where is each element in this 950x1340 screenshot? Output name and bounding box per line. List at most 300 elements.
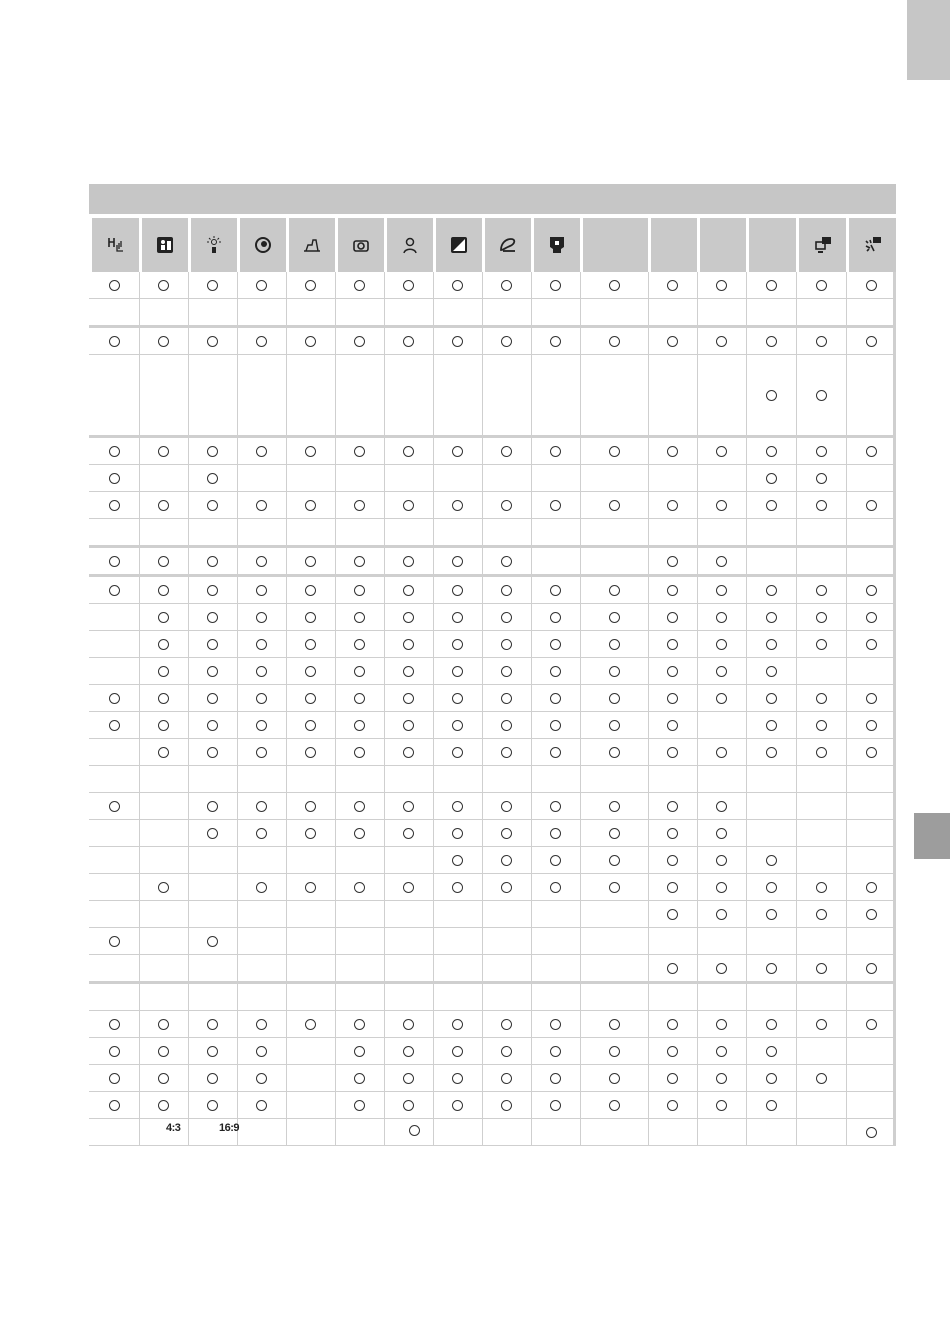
- available-mark-icon: [109, 473, 120, 484]
- available-mark-icon: [256, 882, 267, 893]
- available-mark-icon: [256, 828, 267, 839]
- chapter-tab-side: [914, 813, 950, 859]
- table-cell: [796, 984, 846, 1010]
- column-divider: [580, 272, 581, 1146]
- available-mark-icon: [609, 855, 620, 866]
- available-mark-icon: [354, 1100, 365, 1111]
- table-cell: [433, 631, 482, 657]
- header-cell: [338, 218, 384, 272]
- available-mark-icon: [354, 585, 365, 596]
- available-mark-icon: [609, 1046, 620, 1057]
- available-mark-icon: [158, 612, 169, 623]
- table-cell: [286, 604, 335, 630]
- table-cell: [746, 1011, 796, 1037]
- available-mark-icon: [354, 882, 365, 893]
- table-cell: [433, 1011, 482, 1037]
- available-mark-icon: [667, 693, 678, 704]
- available-mark-icon: [354, 1019, 365, 1030]
- table-cell: [188, 658, 237, 684]
- table-cell: [648, 465, 697, 491]
- table-cell: [531, 1011, 580, 1037]
- available-mark-icon: [716, 446, 727, 457]
- mode-icon-header-row: [89, 218, 896, 272]
- table-cell: [746, 299, 796, 325]
- table-cell: [433, 928, 482, 954]
- available-mark-icon: [256, 801, 267, 812]
- available-mark-icon: [766, 390, 777, 401]
- table-cell: [286, 438, 335, 464]
- table-row: [89, 272, 896, 299]
- available-mark-icon: [667, 720, 678, 731]
- available-mark-icon: [766, 720, 777, 731]
- available-mark-icon: [403, 446, 414, 457]
- available-mark-icon: [816, 639, 827, 650]
- table-cell: [746, 874, 796, 900]
- table-cell: [482, 631, 531, 657]
- table-cell: [384, 577, 433, 603]
- table-cell: [188, 519, 237, 545]
- table-cell: [286, 1092, 335, 1118]
- table-cell: [89, 984, 139, 1010]
- table-cell: [580, 874, 648, 900]
- table-cell: [580, 465, 648, 491]
- available-mark-icon: [766, 473, 777, 484]
- table-cell: [846, 328, 896, 354]
- available-mark-icon: [452, 639, 463, 650]
- table-cell: [482, 604, 531, 630]
- table-cell: [580, 299, 648, 325]
- available-mark-icon: [501, 747, 512, 758]
- table-cell: [531, 1092, 580, 1118]
- available-mark-icon: [667, 747, 678, 758]
- table-cell: [580, 739, 648, 765]
- available-mark-icon: [109, 556, 120, 567]
- available-mark-icon: [501, 693, 512, 704]
- available-mark-icon: [256, 720, 267, 731]
- available-mark-icon: [158, 1100, 169, 1111]
- table-cell: [335, 820, 384, 846]
- available-mark-icon: [207, 1019, 218, 1030]
- table-cell: [648, 955, 697, 981]
- available-mark-icon: [305, 747, 316, 758]
- available-mark-icon: [452, 500, 463, 511]
- table-cell: [531, 685, 580, 711]
- table-cell: [237, 1011, 286, 1037]
- available-mark-icon: [667, 1019, 678, 1030]
- table-cell: [237, 793, 286, 819]
- table-cell: [482, 548, 531, 574]
- available-mark-icon: [305, 882, 316, 893]
- available-mark-icon: [207, 556, 218, 567]
- available-mark-icon: [609, 693, 620, 704]
- table-cell: [335, 577, 384, 603]
- table-row: [89, 548, 896, 577]
- available-mark-icon: [609, 1100, 620, 1111]
- table-cell: [433, 438, 482, 464]
- table-cell: [648, 548, 697, 574]
- table-cell: [237, 577, 286, 603]
- table-cell: [89, 272, 139, 298]
- table-cell: [384, 901, 433, 927]
- table-cell: [796, 766, 846, 792]
- table-cell: [796, 465, 846, 491]
- available-mark-icon: [501, 1073, 512, 1084]
- table-cell: [648, 604, 697, 630]
- available-mark-icon: [667, 1073, 678, 1084]
- available-mark-icon: [766, 612, 777, 623]
- table-cell: [188, 984, 237, 1010]
- available-mark-icon: [609, 585, 620, 596]
- available-mark-icon: [207, 500, 218, 511]
- table-cell: [648, 739, 697, 765]
- table-cell: [746, 820, 796, 846]
- table-cell: [796, 438, 846, 464]
- table-cell: [580, 492, 648, 518]
- table-row: [89, 604, 896, 631]
- table-cell: [531, 577, 580, 603]
- table-cell: [335, 272, 384, 298]
- table-cell: [531, 928, 580, 954]
- table-row: [89, 739, 896, 766]
- table-cell: [286, 712, 335, 738]
- table-cell: [139, 631, 188, 657]
- available-mark-icon: [766, 336, 777, 347]
- available-mark-icon: [816, 390, 827, 401]
- available-mark-icon: [667, 612, 678, 623]
- column-divider: [335, 272, 336, 1146]
- table-cell: [580, 272, 648, 298]
- table-row: [89, 577, 896, 604]
- table-cell: [335, 1038, 384, 1064]
- table-cell: [286, 847, 335, 873]
- table-cell: [796, 631, 846, 657]
- table-cell: [648, 355, 697, 435]
- table-cell: [697, 712, 746, 738]
- table-cell: [188, 1092, 237, 1118]
- table-cell: [335, 766, 384, 792]
- table-cell: [139, 793, 188, 819]
- available-mark-icon: [716, 639, 727, 650]
- available-mark-icon: [305, 720, 316, 731]
- table-cell: [335, 874, 384, 900]
- table-cell: [531, 847, 580, 873]
- table-cell: [796, 604, 846, 630]
- available-mark-icon: [354, 639, 365, 650]
- available-mark-icon: [158, 1046, 169, 1057]
- table-cell: [188, 712, 237, 738]
- table-cell: [237, 1092, 286, 1118]
- table-cell: [697, 577, 746, 603]
- table-cell: [482, 685, 531, 711]
- available-mark-icon: [667, 666, 678, 677]
- table-cell: [746, 658, 796, 684]
- table-cell: [796, 519, 846, 545]
- table-cell: [384, 739, 433, 765]
- table-cell: [580, 955, 648, 981]
- available-mark-icon: [256, 585, 267, 596]
- table-cell: [188, 685, 237, 711]
- available-mark-icon: [667, 280, 678, 291]
- table-cell: [846, 492, 896, 518]
- table-cell: [433, 766, 482, 792]
- table-cell: [433, 984, 482, 1010]
- toy-camera-icon: [351, 235, 371, 255]
- available-mark-icon: [256, 693, 267, 704]
- table-cell: [796, 928, 846, 954]
- available-mark-icon: [403, 639, 414, 650]
- table-cell: [89, 712, 139, 738]
- available-mark-icon: [716, 556, 727, 567]
- table-cell: [697, 928, 746, 954]
- table-cell: [139, 712, 188, 738]
- poster-effect-icon: [547, 235, 567, 255]
- table-cell: [531, 984, 580, 1010]
- table-cell: [846, 548, 896, 574]
- table-cell: [286, 465, 335, 491]
- table-cell: [746, 519, 796, 545]
- table-row: [89, 1038, 896, 1065]
- table-cell: [796, 739, 846, 765]
- table-row: [89, 299, 896, 328]
- available-mark-icon: [158, 1073, 169, 1084]
- available-mark-icon: [354, 693, 365, 704]
- available-mark-icon: [766, 446, 777, 457]
- header-cell: [534, 218, 580, 272]
- available-mark-icon: [256, 639, 267, 650]
- available-mark-icon: [256, 336, 267, 347]
- table-cell: [384, 766, 433, 792]
- available-mark-icon: [403, 612, 414, 623]
- table-cell: [697, 465, 746, 491]
- available-mark-icon: [550, 500, 561, 511]
- column-divider: [433, 272, 434, 1146]
- available-mark-icon: [305, 612, 316, 623]
- table-cell: [188, 766, 237, 792]
- available-mark-icon: [403, 1100, 414, 1111]
- table-cell: [482, 658, 531, 684]
- available-mark-icon: [716, 1073, 727, 1084]
- available-mark-icon: [158, 280, 169, 291]
- available-mark-icon: [501, 855, 512, 866]
- table-cell: [286, 1065, 335, 1091]
- available-mark-icon: [354, 446, 365, 457]
- table-cell: [139, 492, 188, 518]
- table-cell: [482, 901, 531, 927]
- table-cell: [384, 492, 433, 518]
- table-cell: [188, 438, 237, 464]
- available-mark-icon: [609, 280, 620, 291]
- table-cell: [580, 328, 648, 354]
- available-mark-icon: [109, 936, 120, 947]
- table-cell: [648, 766, 697, 792]
- available-mark-icon: [256, 280, 267, 291]
- table-cell: [188, 1065, 237, 1091]
- table-cell: [580, 548, 648, 574]
- available-mark-icon: [816, 963, 827, 974]
- table-cell: [335, 928, 384, 954]
- table-cell: [139, 1011, 188, 1037]
- table-cell: [335, 492, 384, 518]
- table-cell: [139, 847, 188, 873]
- available-mark-icon: [305, 500, 316, 511]
- available-mark-icon: [550, 280, 561, 291]
- available-mark-icon: [109, 280, 120, 291]
- available-mark-icon: [109, 1046, 120, 1057]
- table-cell: [89, 465, 139, 491]
- table-cell: [846, 712, 896, 738]
- available-mark-icon: [667, 963, 678, 974]
- available-mark-icon: [816, 1073, 827, 1084]
- table-cell: [188, 604, 237, 630]
- table-cell: [648, 577, 697, 603]
- table-cell: [384, 355, 433, 435]
- available-mark-icon: [609, 446, 620, 457]
- table-cell: [335, 955, 384, 981]
- available-mark-icon: [716, 828, 727, 839]
- table-cell: [482, 847, 531, 873]
- table-cell: [796, 1092, 846, 1118]
- table-cell: [335, 1092, 384, 1118]
- header-cell: [700, 218, 746, 272]
- table-cell: [384, 465, 433, 491]
- available-mark-icon: [158, 585, 169, 596]
- table-cell: [139, 685, 188, 711]
- table-cell: [746, 272, 796, 298]
- table-cell: [286, 272, 335, 298]
- available-mark-icon: [550, 720, 561, 731]
- table-cell: [433, 328, 482, 354]
- available-mark-icon: [354, 612, 365, 623]
- table-cell: [580, 604, 648, 630]
- table-cell: [89, 658, 139, 684]
- available-mark-icon: [866, 500, 877, 511]
- table-cell: [89, 874, 139, 900]
- table-cell: [384, 874, 433, 900]
- table-cell: [384, 519, 433, 545]
- available-mark-icon: [866, 585, 877, 596]
- table-cell: [384, 1038, 433, 1064]
- table-cell: [384, 928, 433, 954]
- table-cell: [89, 355, 139, 435]
- available-mark-icon: [207, 612, 218, 623]
- table-cell: [482, 328, 531, 354]
- table-cell: [433, 874, 482, 900]
- monochrome-icon: [449, 235, 469, 255]
- table-cell: [796, 1119, 846, 1145]
- table-cell: [697, 874, 746, 900]
- table-cell: [746, 631, 796, 657]
- table-cell: [237, 465, 286, 491]
- table-cell: [433, 1038, 482, 1064]
- header-cell: [583, 218, 648, 272]
- available-mark-icon: [501, 828, 512, 839]
- table-cell: [237, 328, 286, 354]
- available-mark-icon: [305, 666, 316, 677]
- available-mark-icon: [452, 828, 463, 839]
- available-mark-icon: [667, 855, 678, 866]
- aspect-ratio-16-9-label: 16:9: [219, 1122, 240, 1134]
- table-cell: [796, 658, 846, 684]
- table-cell: [746, 984, 796, 1010]
- table-cell: [384, 793, 433, 819]
- table-cell: [188, 1038, 237, 1064]
- column-divider: [237, 272, 238, 1146]
- available-mark-icon: [716, 1100, 727, 1111]
- available-mark-icon: [609, 720, 620, 731]
- available-mark-icon: [716, 747, 727, 758]
- available-mark-icon: [716, 882, 727, 893]
- table-cell: [188, 631, 237, 657]
- available-mark-icon: [256, 1073, 267, 1084]
- table-cell: [580, 355, 648, 435]
- column-divider: [531, 272, 532, 1146]
- available-mark-icon: [452, 612, 463, 623]
- table-cell: [697, 658, 746, 684]
- table-cell: [697, 328, 746, 354]
- table-cell: [433, 820, 482, 846]
- table-cell: [433, 955, 482, 981]
- available-mark-icon: [667, 1100, 678, 1111]
- available-mark-icon: [816, 1019, 827, 1030]
- available-mark-icon: [109, 1100, 120, 1111]
- table-row: [89, 984, 896, 1011]
- table-cell: [531, 492, 580, 518]
- available-mark-icon: [207, 1046, 218, 1057]
- table-cell: [335, 631, 384, 657]
- table-cell: [846, 438, 896, 464]
- available-mark-icon: [501, 801, 512, 812]
- available-mark-icon: [766, 280, 777, 291]
- table-cell: [139, 739, 188, 765]
- table-cell: [286, 793, 335, 819]
- available-mark-icon: [158, 336, 169, 347]
- table-cell: [482, 712, 531, 738]
- table-cell: [139, 604, 188, 630]
- table-cell: [746, 577, 796, 603]
- available-mark-icon: [866, 747, 877, 758]
- available-mark-icon: [866, 336, 877, 347]
- table-cell: [139, 438, 188, 464]
- table-cell: [139, 984, 188, 1010]
- table-cell: [648, 328, 697, 354]
- available-mark-icon: [866, 1019, 877, 1030]
- table-cell: [846, 847, 896, 873]
- header-cell: [749, 218, 796, 272]
- low-light-icon: [204, 235, 224, 255]
- table-cell: [697, 820, 746, 846]
- table-cell: [188, 328, 237, 354]
- table-cell: [697, 299, 746, 325]
- table-cell: [89, 299, 139, 325]
- available-mark-icon: [716, 693, 727, 704]
- table-row: [89, 1065, 896, 1092]
- available-mark-icon: [766, 963, 777, 974]
- table-cell: [482, 874, 531, 900]
- table-row: [89, 355, 896, 438]
- available-mark-icon: [256, 747, 267, 758]
- table-cell: [482, 299, 531, 325]
- available-mark-icon: [866, 280, 877, 291]
- table-cell: [796, 1011, 846, 1037]
- table-cell: [237, 631, 286, 657]
- header-cell: [485, 218, 531, 272]
- available-mark-icon: [256, 1046, 267, 1057]
- table-cell: [139, 955, 188, 981]
- available-mark-icon: [550, 336, 561, 347]
- available-mark-icon: [256, 1019, 267, 1030]
- available-mark-icon: [109, 693, 120, 704]
- table-cell: [796, 955, 846, 981]
